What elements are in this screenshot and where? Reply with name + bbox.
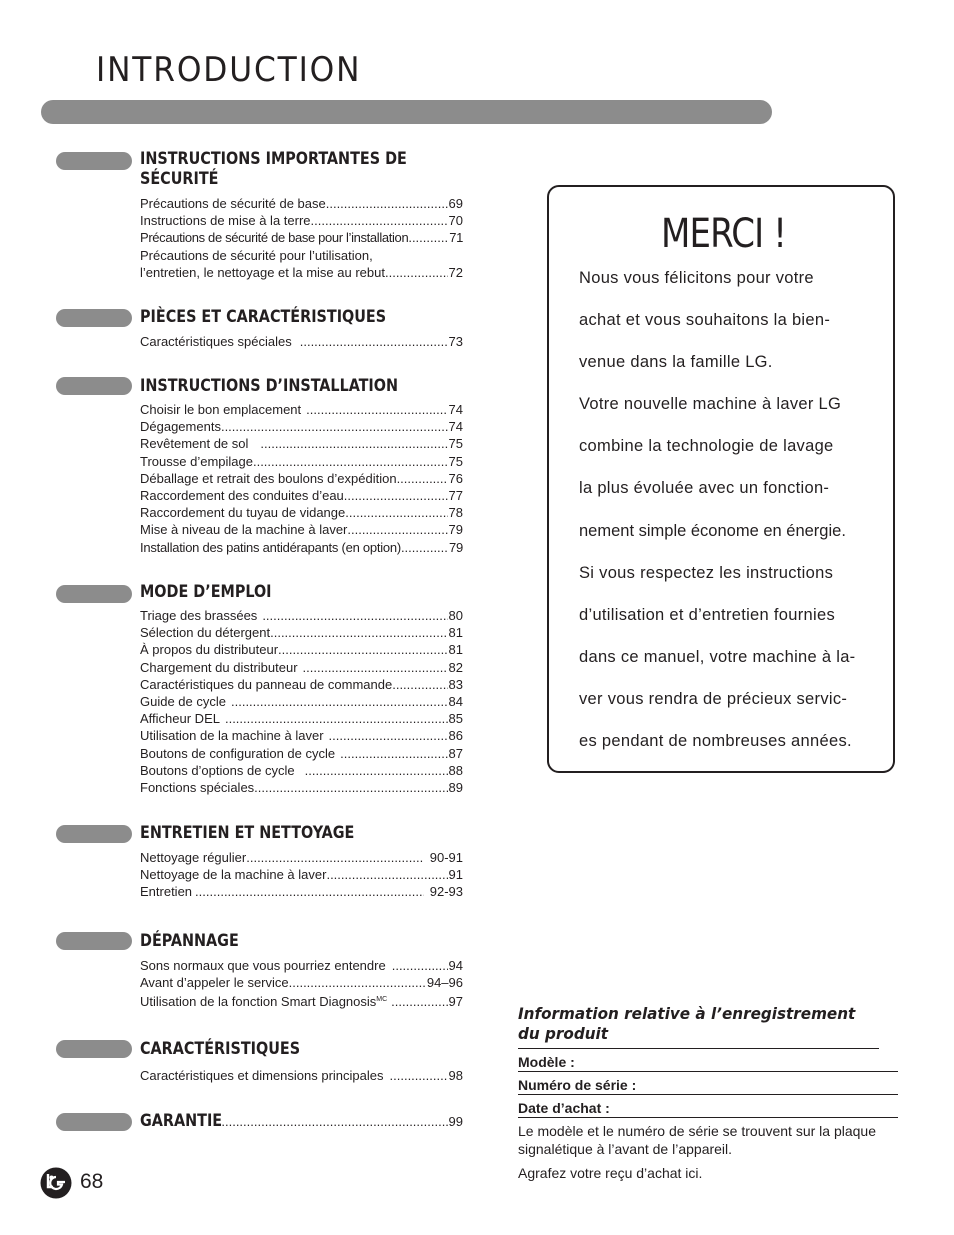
section-title: INSTRUCTIONS IMPORTANTES DE SÉCURITÉ bbox=[140, 149, 407, 189]
toc-item[interactable]: Caractéristiques du panneau de commande ..... 83 bbox=[140, 676, 463, 693]
toc-item[interactable]: Caractéristiques spéciales ..... 73 bbox=[140, 333, 463, 350]
merci-title: MERCI ! bbox=[661, 211, 787, 257]
toc-item[interactable]: Revêtement de sol ..... 75 bbox=[140, 435, 463, 452]
section-pill bbox=[56, 1113, 132, 1131]
toc-item[interactable]: Mise à niveau de la machine à laver ..... 79 bbox=[140, 521, 463, 538]
section-title: INSTRUCTIONS D’INSTALLATION bbox=[140, 376, 399, 396]
section-pill bbox=[56, 309, 132, 327]
toc-item[interactable]: Boutons de configuration de cycle ..... 87 bbox=[140, 745, 463, 762]
toc-item[interactable]: Utilisation de la machine à laver ..... 86 bbox=[140, 727, 463, 744]
section-pill bbox=[56, 1040, 132, 1058]
merci-text: Nous vous félicitons pour votre achat et vous souhaitons la bien- venue dans la famille LG. Votre nouvelle machine à laver LG combine la technologie de lavage la plus évoluée avec un fonction- nement simple économe en énergie. Si vous respectez les instructions d’utilisation et d’entretien fournies dans ce manuel, votre machine à la- ver vous rendra de précieux servic- es pendant de nombreuses années. bbox=[579, 269, 856, 751]
toc-item[interactable]: l’entretien, le nettoyage et la mise au rebut ..... 72 bbox=[140, 264, 463, 281]
toc-item[interactable]: Précautions de sécurité de base pour l’installation ..... 71 bbox=[140, 229, 463, 246]
section-title: MODE D’EMPLOI bbox=[140, 582, 272, 602]
section-items bbox=[140, 195, 463, 281]
lg-logo-icon bbox=[40, 1167, 72, 1199]
toc-item[interactable]: Fonctions spéciales ..... 89 bbox=[140, 779, 463, 796]
toc-item[interactable]: Nettoyage de la machine à laver ..... 91 bbox=[140, 866, 463, 883]
section-items bbox=[140, 1067, 463, 1084]
section-title: DÉPANNAGE bbox=[140, 931, 239, 951]
toc-item[interactable]: Entretien ..... 92-93 bbox=[140, 883, 463, 900]
toc-item[interactable]: Trousse d’empilage ..... 75 bbox=[140, 453, 463, 470]
section-title: ENTRETIEN ET NETTOYAGE bbox=[140, 823, 355, 843]
section-title: GARANTIE bbox=[140, 1111, 223, 1131]
toc-item[interactable]: Déballage et retrait des boulons d’expédition ..... 76 bbox=[140, 470, 463, 487]
toc-item[interactable]: Guide de cycle ..... 84 bbox=[140, 693, 463, 710]
section-pill bbox=[56, 585, 132, 603]
toc-item[interactable]: Précautions de sécurité de base ..... 69 bbox=[140, 195, 463, 212]
registration-note: Le modèle et le numéro de série se trouvent sur la plaque signalétique à l’avant de l’appareil. bbox=[518, 1123, 876, 1157]
toc-item[interactable]: Nettoyage régulier ..... 90-91 bbox=[140, 849, 463, 866]
section-pill bbox=[56, 825, 132, 843]
section-pill bbox=[56, 932, 132, 950]
section-items bbox=[140, 607, 463, 796]
section-pill bbox=[56, 152, 132, 170]
toc-item[interactable]: Raccordement des conduites d’eau ..... 77 bbox=[140, 487, 463, 504]
toc-item[interactable]: Sons normaux que vous pourriez entendre ..... 94 bbox=[140, 957, 463, 974]
model-field[interactable]: Modèle : bbox=[518, 1049, 898, 1072]
toc-item[interactable]: Instructions de mise à la terre ..... 70 bbox=[140, 212, 463, 229]
toc-item[interactable]: Triage des brassées ..... 80 bbox=[140, 607, 463, 624]
toc-item[interactable]: Caractéristiques et dimensions principales ..... 98 bbox=[140, 1067, 463, 1084]
registration-block bbox=[518, 1004, 898, 1182]
toc-item[interactable]: Afficheur DEL ..... 85 bbox=[140, 710, 463, 727]
toc-item[interactable]: Boutons d’options de cycle ..... 88 bbox=[140, 762, 463, 779]
receipt-note: Agrafez votre reçu d’achat ici. bbox=[518, 1165, 703, 1181]
toc-item-warranty[interactable]: GARANTIE ..... 99 bbox=[140, 1111, 463, 1131]
serial-number-field[interactable]: Numéro de série : bbox=[518, 1072, 898, 1095]
merci-box bbox=[547, 185, 895, 773]
toc-item[interactable]: Choisir le bon emplacement ..... 74 bbox=[140, 401, 463, 418]
section-items bbox=[140, 333, 463, 350]
section-title: PIÈCES ET CARACTÉRISTIQUES bbox=[140, 307, 387, 327]
toc-item[interactable]: À propos du distributeur ..... 81 bbox=[140, 641, 463, 658]
toc-item[interactable]: Raccordement du tuyau de vidange ..... 78 bbox=[140, 504, 463, 521]
page-title: INTRODUCTION bbox=[96, 50, 362, 90]
toc-item[interactable]: Sélection du détergent ..... 81 bbox=[140, 624, 463, 641]
section-title: CARACTÉRISTIQUES bbox=[140, 1039, 301, 1059]
registration-title: Information relative à l’enregistrement du produit bbox=[518, 1004, 879, 1049]
page-number: 68 bbox=[80, 1170, 104, 1193]
toc-item[interactable]: Précautions de sécurité pour l’utilisation, bbox=[140, 247, 373, 263]
section-pill bbox=[56, 377, 132, 395]
toc-item[interactable]: Chargement du distributeur ..... 82 bbox=[140, 659, 463, 676]
toc-item[interactable]: Dégagements ..... 74 bbox=[140, 418, 463, 435]
purchase-date-field[interactable]: Date d’achat : bbox=[518, 1095, 898, 1118]
toc-item[interactable]: Avant d’appeler le service ..... 94–96 bbox=[140, 974, 463, 991]
section-items bbox=[140, 401, 463, 556]
toc-item[interactable]: Utilisation de la fonction Smart Diagnosis$^{MC}$ ..... 97 bbox=[140, 991, 463, 1008]
section-items bbox=[140, 849, 463, 901]
section-items bbox=[140, 957, 463, 1009]
toc-item[interactable]: Installation des patins antidérapants (en option) ..... 79 bbox=[140, 539, 463, 556]
